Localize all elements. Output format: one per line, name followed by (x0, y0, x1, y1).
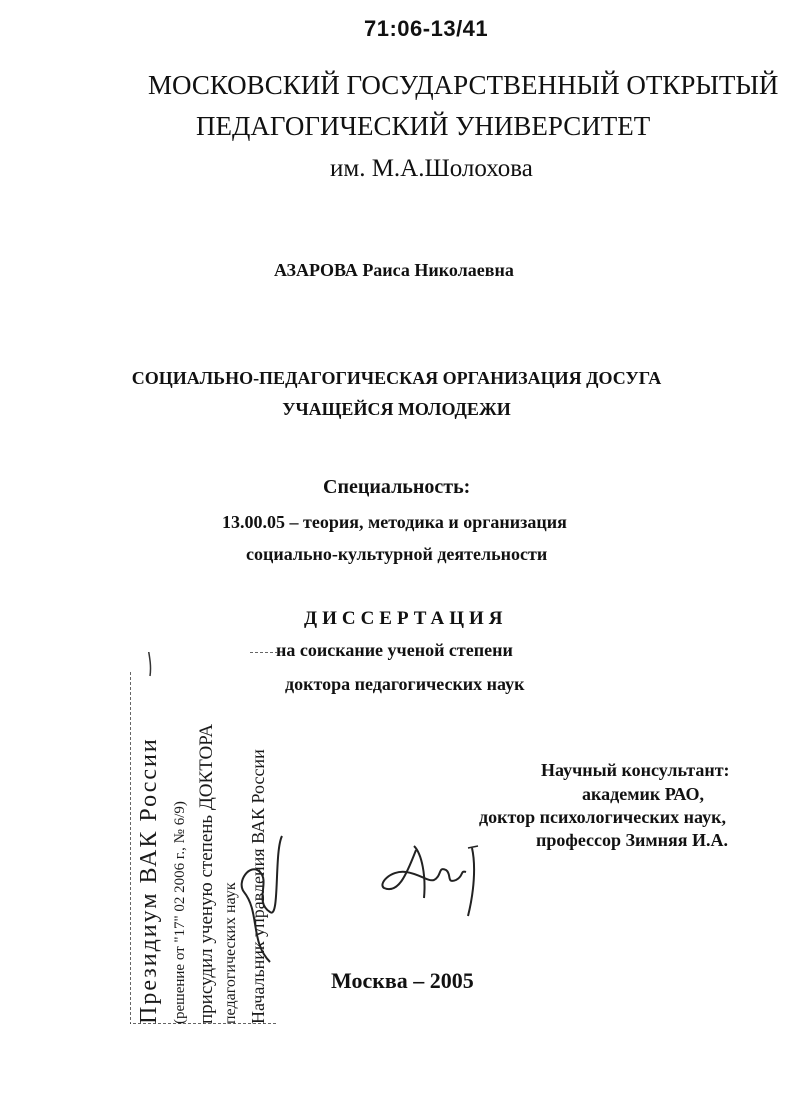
stamp-line-head: Начальник управления ВАК России (248, 749, 268, 1024)
specialty-line1: 13.00.05 – теория, методика и организация (222, 512, 567, 532)
specialty-line2: социально-культурной деятельности (246, 544, 548, 564)
dissertation-title-line2: УЧАЩЕЙСЯ МОЛОДЕЖИ (282, 399, 511, 419)
consultant-name: профессор Зимняя И.А. (536, 830, 729, 850)
stamp-line-science: педагогических наук (222, 882, 239, 1024)
specialty-heading: Специальность: (323, 476, 471, 498)
consultant-label: Научный консультант: (541, 760, 730, 780)
stamp-line-decision: (решение от "17" 02 2006 г., № 6/9) (172, 801, 188, 1024)
dissertation-title-line1: СОЦИАЛЬНО-ПЕДАГОГИЧЕСКАЯ ОРГАНИЗАЦИЯ ДОСУГА (131, 368, 662, 388)
university-name-line3: им. М.А.Шолохова (330, 155, 533, 182)
degree-line1: на соискание ученой степени (276, 640, 513, 660)
university-name-line2: ПЕДАГОГИЧЕСКИЙ УНИВЕРСИТЕТ (196, 111, 651, 141)
vak-stamp (130, 652, 277, 1024)
stamp-line-presidium: Президиум ВАК России (136, 737, 162, 1024)
stamp-signature (230, 832, 290, 972)
consultant-degree: доктор психологических наук, (479, 807, 726, 827)
city-year: Москва – 2005 (331, 968, 474, 993)
university-name-line1: МОСКОВСКИЙ ГОСУДАРСТВЕННЫЙ ОТКРЫТЫЙ (148, 70, 779, 100)
dissertation-heading: ДИССЕРТАЦИЯ (304, 608, 508, 629)
archive-code: 71:06-13/41 (364, 16, 489, 41)
author-name: АЗАРОВА Раиса Николаевна (274, 260, 514, 280)
stamp-line-degree: присудил ученую степень ДОКТОРА (196, 723, 217, 1024)
degree-line2: доктора педагогических наук (285, 674, 525, 694)
consultant-signature (376, 836, 496, 922)
consultant-rank: академик РАО, (582, 784, 704, 804)
